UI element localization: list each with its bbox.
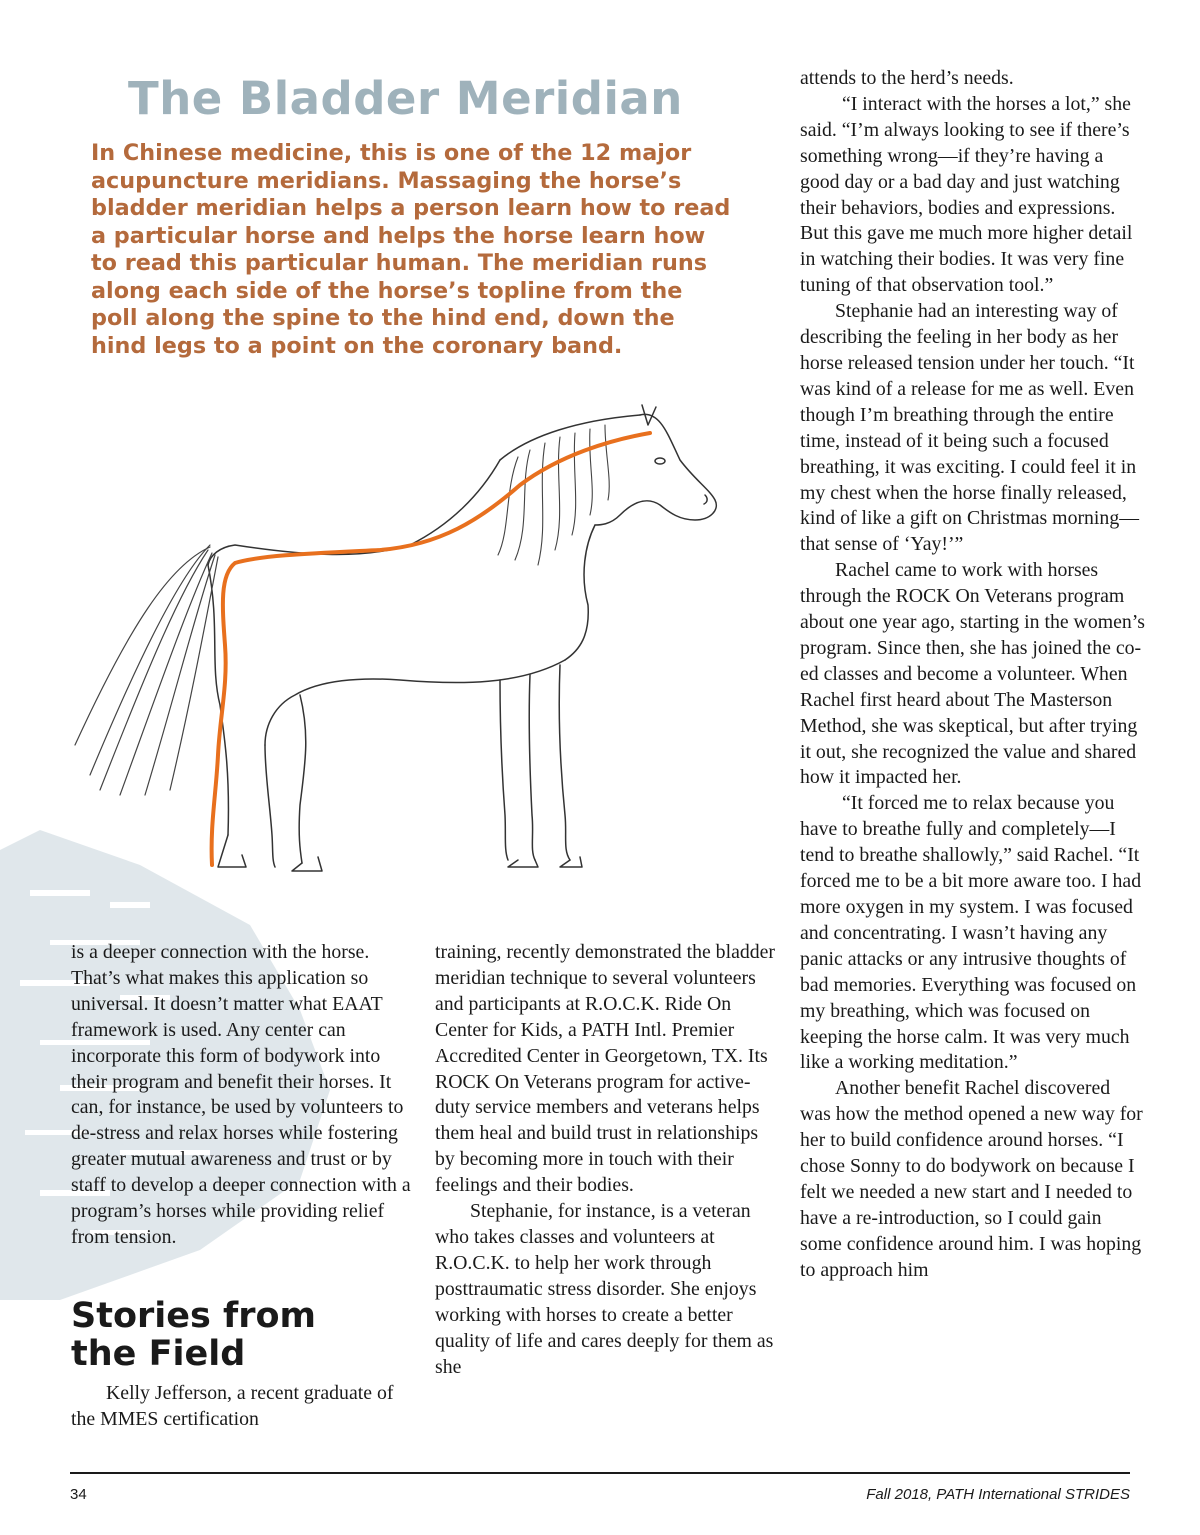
column3-paragraph-6: Another benefit Rachel discovered was how the method opened a new way for her to build confidence around horses. “I chose Sonny to do bodywork on because I felt we needed a new start and I needed to have a re-introduction, so I could gain some confidence around him. I was hoping to approach him	[800, 1077, 1143, 1281]
page-number: 34	[70, 1486, 87, 1503]
article-column-3	[800, 66, 1145, 1284]
column1-paragraph-2: Kelly Jefferson, a recent graduate of the MMES certification	[71, 1381, 394, 1430]
column2-paragraph: training, recently demonstrated the bladder meridian technique to several volunteers and participants at R.O.C.K. Ride On Center for Kids, a PATH Intl. Premier Accredited Center in Georgetown, TX. Its ROCK On Veterans program for active-duty service members and veterans helps them heal and build trust in relationships by becoming more in touch with their feelings and their bodies.	[435, 941, 775, 1197]
column3-paragraph-2: “I interact with the horses a lot,” she said. “I’m always looking to see if there’s something wrong—if they’re having a good day or a bad day and just watching their behaviors, bodies and expressions. But this gave me much more higher detail in watching their bodies. It was very fine tuning of that observation tool.”	[800, 92, 1133, 297]
column1-paragraph: is a deeper connection with the horse. That’s what makes this application so universal. It doesn’t matter what EAAT framework is used. Any center can incorporate this form of bodywork into their program and benefit their horses. It can, for instance, be used by volunteers to de-stress and relax horses while fostering greater mutual awareness and trust or by staff to develop a deeper connection with a program’s horses while providing relief from tension.	[71, 941, 411, 1248]
article-column-2	[435, 940, 780, 1380]
footer-rule	[70, 1472, 1130, 1474]
section-heading-stories	[71, 1297, 416, 1373]
article-column-1	[71, 940, 416, 1433]
bladder-meridian-line	[212, 433, 650, 865]
sidebar-intro: In Chinese medicine, this is one of the 12 major acupuncture meridians. Massaging the horse’s bladder meridian helps a person learn how to read a particular horse and helps the horse learn how to read this particular human. The meridian runs along each side of the horse’s topline from the poll along the spine to the hind end, down the hind legs to a point on the coronary band.	[91, 140, 731, 359]
column3-paragraph-3: Stephanie had an interesting way of describing the feeling in her body as her horse released tension under her touch. “It was kind of a release for me as well. Even though I’m breathing through the entire time, instead of it being such a focused breathing, it was exciting. I could feel it in my chest when the horse finally released, kind of like a gift on Christmas morning—that sense of ‘Yay!’”	[800, 300, 1139, 556]
section-heading-line1: Stories from	[71, 1295, 316, 1336]
column3-paragraph-4: Rachel came to work with horses through the ROCK On Veterans program about one year ago, starting in the women’s program. Since then, she has joined the co-ed classes and become a volunteer. When Rachel first heard about The Masterson Method, she was skeptical, but after trying it out, she recognized the value and shared how it impacted her.	[800, 559, 1145, 789]
column3-paragraph-5: “It forced me to relax because you have to breathe fully and completely—I tend to breathe shallowly,” said Rachel. “It forced me to be a bit more aware too. I had more oxygen in my system. I was focused and concentrating. I wasn’t having any panic attacks or any intrusive thoughts of bad memories. Everything was focused on my breathing, which was focused on keeping the horse calm. It was very much like a working meditation.”	[800, 792, 1142, 1074]
column3-paragraph-1: attends to the herd’s needs.	[800, 67, 1014, 89]
section-heading-line2: the Field	[71, 1333, 246, 1374]
sidebar-title: The Bladder Meridian	[128, 72, 683, 125]
footer-credit: Fall 2018, PATH International STRIDES	[866, 1486, 1130, 1503]
column2-paragraph-2: Stephanie, for instance, is a veteran who takes classes and volunteers at R.O.C.K. to help her work through posttraumatic stress disorder. She enjoys working with horses to create a better quality of life and cares deeply for them as she	[435, 1200, 774, 1378]
horse-meridian-illustration	[60, 395, 740, 895]
